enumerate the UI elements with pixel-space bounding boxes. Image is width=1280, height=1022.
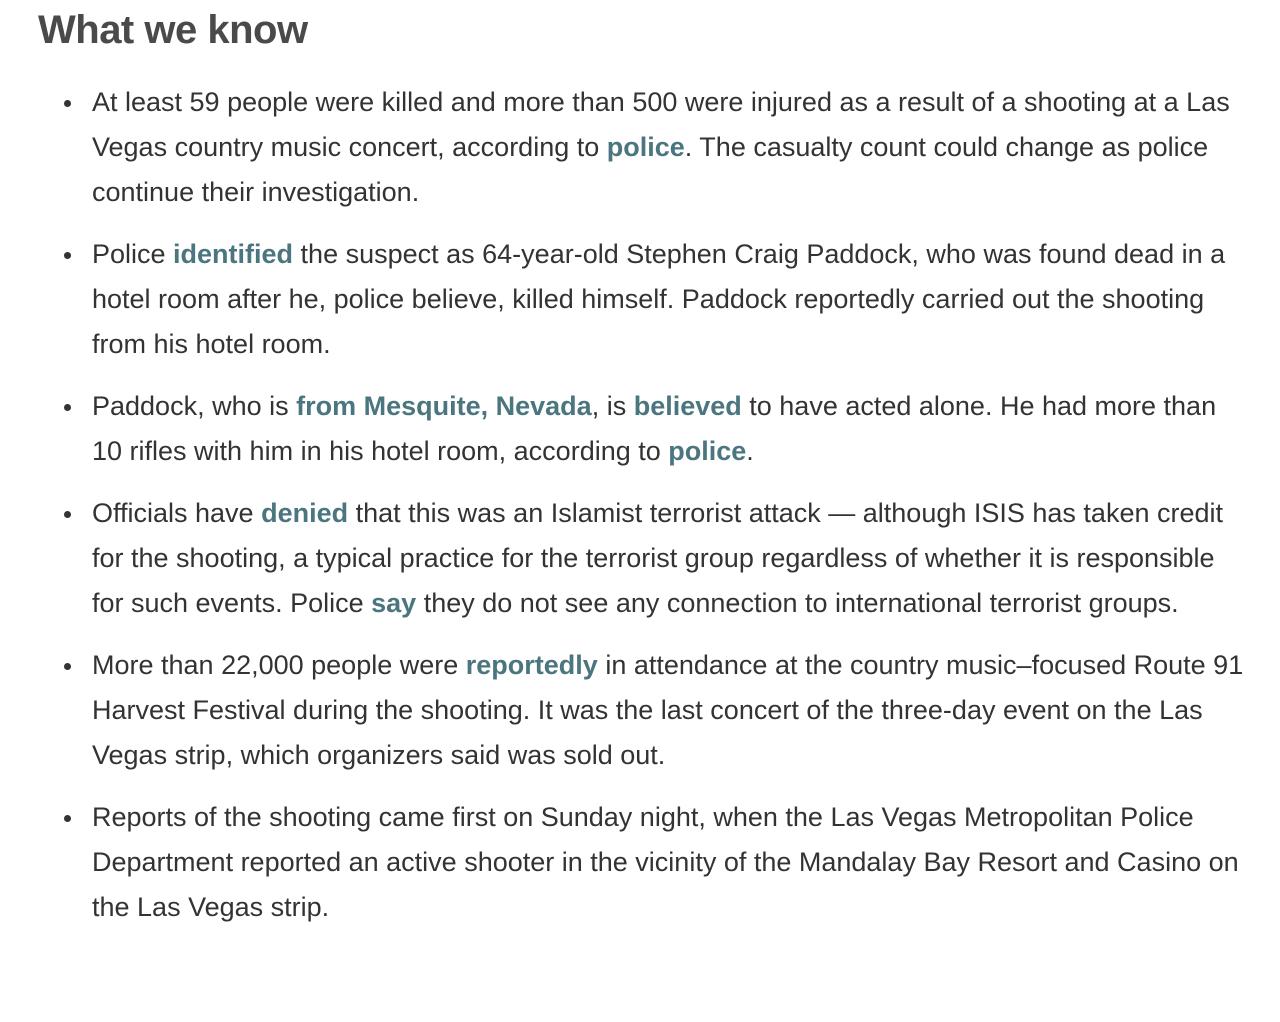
bullet-dot-icon xyxy=(64,511,71,518)
item-text: . xyxy=(746,436,754,466)
article-section xyxy=(38,4,1250,947)
item-text: the suspect as 64-year-old Stephen Craig Paddock, who was found dead in a hotel room after he, police believe, killed himself. Paddock reportedly carried out the shooting from his hotel room. xyxy=(92,239,1226,359)
item-text: that this was an Islamist terrorist attack — although ISIS has taken credit for the shooting, a typical practice for the terrorist group regardless of whether it is responsible for such events. Police xyxy=(92,498,1223,618)
denied-link[interactable]: denied xyxy=(261,498,349,528)
list-item xyxy=(38,643,1250,778)
item-text: . The casualty count could change as police continue their investigation. xyxy=(92,132,1209,207)
from-mesquite-nevada-link[interactable]: from Mesquite, Nevada xyxy=(296,391,592,421)
say-link[interactable]: say xyxy=(371,588,417,618)
bullet-dot-icon xyxy=(64,404,71,411)
item-text: Reports of the shooting came first on Sunday night, when the Las Vegas Metropolitan Police Department reported an active shooter in the vicinity of the Mandalay Bay Resort and Casino on the Las Vegas strip. xyxy=(92,802,1239,922)
item-text: Officials have xyxy=(92,498,262,528)
identified-link[interactable]: identified xyxy=(173,239,294,269)
item-text: Paddock, who is xyxy=(92,391,297,421)
item-text: they do not see any connection to international terrorist groups. xyxy=(416,588,1179,618)
item-text: to have acted alone. He had more than 10 rifles with him in his hotel room, according to xyxy=(92,391,1217,466)
list-item xyxy=(38,232,1250,367)
believed-link[interactable]: believed xyxy=(633,391,742,421)
bullet-dot-icon xyxy=(64,100,71,107)
reportedly-link[interactable]: reportedly xyxy=(465,650,598,680)
section-heading: What we know xyxy=(38,8,308,52)
bullet-dot-icon xyxy=(64,252,71,259)
item-text: At least 59 people were killed and more than 500 were injured as a result of a shooting at a Las Vegas country music concert, according to xyxy=(92,87,1230,162)
item-text: in attendance at the country music–focused Route 91 Harvest Festival during the shooting. It was the last concert of the three-day event on the Las Vegas strip, which organizers said was sold out. xyxy=(92,650,1244,770)
list-item xyxy=(38,795,1250,930)
list-item xyxy=(38,384,1250,474)
item-text: Police xyxy=(92,239,174,269)
police-link[interactable]: police xyxy=(668,436,747,466)
item-text: , is xyxy=(591,391,634,421)
bullet-dot-icon xyxy=(64,815,71,822)
fact-list xyxy=(38,80,1250,930)
list-item xyxy=(38,491,1250,626)
police-link[interactable]: police xyxy=(606,132,685,162)
bullet-dot-icon xyxy=(64,663,71,670)
list-item xyxy=(38,80,1250,215)
item-text: More than 22,000 people were xyxy=(92,650,466,680)
